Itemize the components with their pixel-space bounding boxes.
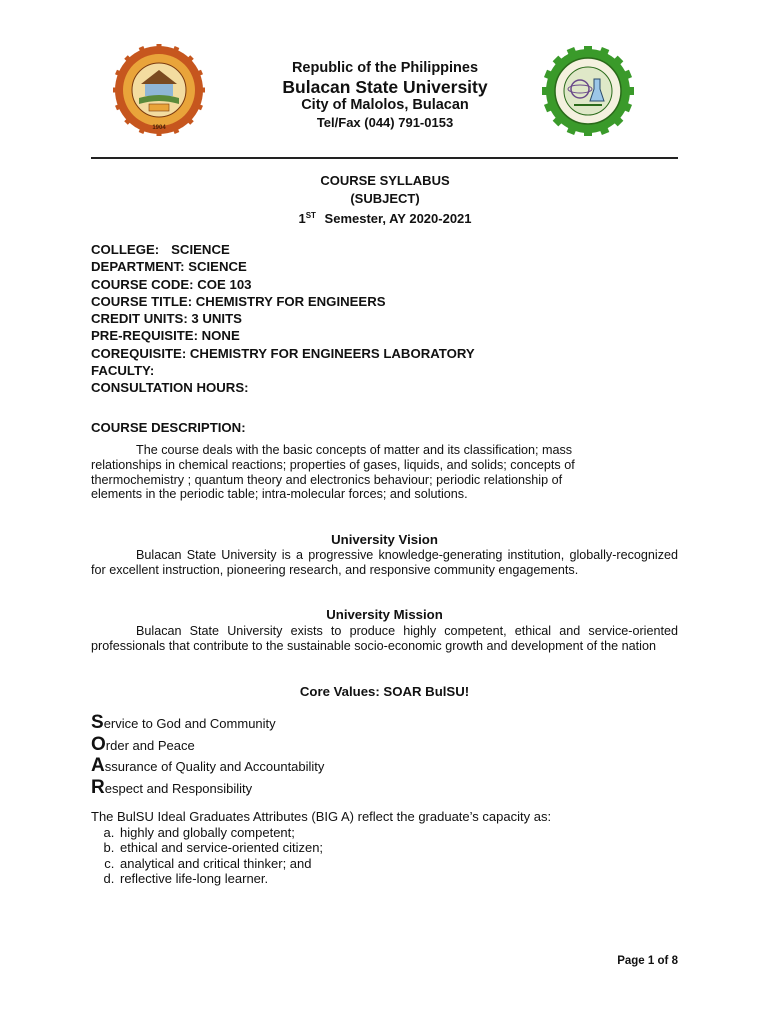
college-label: COLLEGE: bbox=[91, 242, 160, 257]
semester-rest: Semester, AY 2020-2021 bbox=[324, 211, 472, 226]
header-divider bbox=[91, 157, 678, 159]
prerequisite-row: PRE-REQUISITE: NONE bbox=[91, 328, 240, 344]
core-value-text: ssurance of Quality and Accountability bbox=[104, 759, 325, 774]
consultation-row: CONSULTATION HOURS: bbox=[91, 380, 249, 396]
page-current: 1 bbox=[647, 955, 655, 967]
city-line: City of Malolos, Bulacan bbox=[301, 97, 469, 113]
description-line: elements in the periodic table; intra-molecular forces; and solutions. bbox=[91, 487, 468, 502]
core-values-list bbox=[91, 713, 324, 799]
course-code-value: COE 103 bbox=[197, 276, 252, 292]
semester-number: 1 bbox=[298, 211, 306, 226]
core-value-item bbox=[91, 735, 324, 757]
core-value-letter: O bbox=[91, 733, 106, 755]
syllabus-title: COURSE SYLLABUS bbox=[320, 173, 450, 188]
college-row bbox=[91, 241, 678, 258]
course-description-text bbox=[91, 443, 678, 502]
page-total: 8 bbox=[671, 955, 678, 967]
core-value-letter: R bbox=[91, 776, 105, 798]
description-line: The course deals with the basic concepts of matter and its classification; mass bbox=[136, 443, 573, 457]
college-of-science-seal-icon bbox=[536, 46, 640, 136]
department-value: SCIENCE bbox=[188, 259, 247, 275]
vision-text: Bulacan State University is a progressive knowledge-generating institution, globally-recognized for excellent instruction, pioneering research, and responsive community engagements. bbox=[91, 548, 678, 577]
core-value-item bbox=[91, 778, 324, 800]
syllabus-subject: (SUBJECT) bbox=[350, 190, 420, 206]
core-value-letter: A bbox=[91, 755, 105, 776]
course-title-row: COURSE TITLE: CHEMISTRY FOR ENGINEERS bbox=[91, 293, 386, 309]
course-description-heading: COURSE DESCRIPTION: bbox=[91, 420, 246, 435]
faculty-row: FACULTY: bbox=[91, 363, 155, 379]
big-a-item: d. reflective life-long learner. bbox=[118, 871, 551, 887]
page-number bbox=[560, 955, 678, 967]
college-value: SCIENCE bbox=[171, 242, 230, 257]
core-value-letter: S bbox=[91, 712, 104, 733]
course-code-row bbox=[91, 276, 678, 293]
svg-text:1904: 1904 bbox=[152, 125, 166, 131]
description-line: relationships in chemical reactions; properties of gases, liquids, and solids; concepts of bbox=[91, 457, 575, 472]
department-row bbox=[91, 258, 678, 275]
page-label: Page bbox=[617, 955, 645, 967]
page-of-label: of bbox=[657, 955, 669, 967]
corequisite-row: COREQUISITE: CHEMISTRY FOR ENGINEERS LABORATORY bbox=[91, 345, 475, 361]
big-a-intro: The BulSU Ideal Graduates Attributes (BIG A) reflect the graduate’s capacity as: bbox=[91, 809, 552, 824]
republic-line: Republic of the Philippines bbox=[291, 60, 479, 76]
big-a-list bbox=[91, 825, 551, 887]
university-name: Bulacan State University bbox=[282, 77, 488, 97]
mission-heading: University Mission bbox=[326, 607, 443, 622]
big-a-section bbox=[91, 809, 551, 887]
vision-heading: University Vision bbox=[331, 532, 438, 547]
institution-header bbox=[230, 60, 540, 131]
mission-text: Bulacan State University exists to produce highly competent, ethical and service-oriented professionals that contribute to the sustainable socio-economic growth and development of the nation bbox=[91, 624, 678, 653]
course-code-label: COURSE CODE: bbox=[91, 276, 194, 292]
course-info bbox=[91, 241, 678, 397]
core-value-item bbox=[91, 756, 324, 778]
big-a-item: a. highly and globally competent; bbox=[118, 825, 551, 841]
credit-units-row: CREDIT UNITS: 3 UNITS bbox=[91, 311, 242, 327]
core-values-heading: Core Values: SOAR BulSU! bbox=[299, 684, 470, 699]
description-line: thermochemistry ; quantum theory and electronics behaviour; periodic relationship of bbox=[91, 472, 563, 487]
big-a-item: b. ethical and service-oriented citizen; bbox=[118, 840, 551, 856]
syllabus-semester bbox=[230, 207, 540, 228]
syllabus-title-block bbox=[230, 172, 540, 228]
telfax-line: Tel/Fax (044) 791-0153 bbox=[316, 115, 454, 130]
core-value-text: espect and Responsibility bbox=[104, 780, 253, 796]
core-value-item bbox=[91, 713, 324, 735]
department-label: DEPARTMENT: bbox=[91, 259, 185, 275]
big-a-item: c. analytical and critical thinker; and bbox=[118, 856, 551, 872]
semester-suffix: ST bbox=[305, 211, 316, 220]
core-value-text: rder and Peace bbox=[105, 737, 195, 753]
core-value-text: ervice to God and Community bbox=[103, 716, 276, 731]
bulsu-seal-icon bbox=[108, 44, 210, 136]
